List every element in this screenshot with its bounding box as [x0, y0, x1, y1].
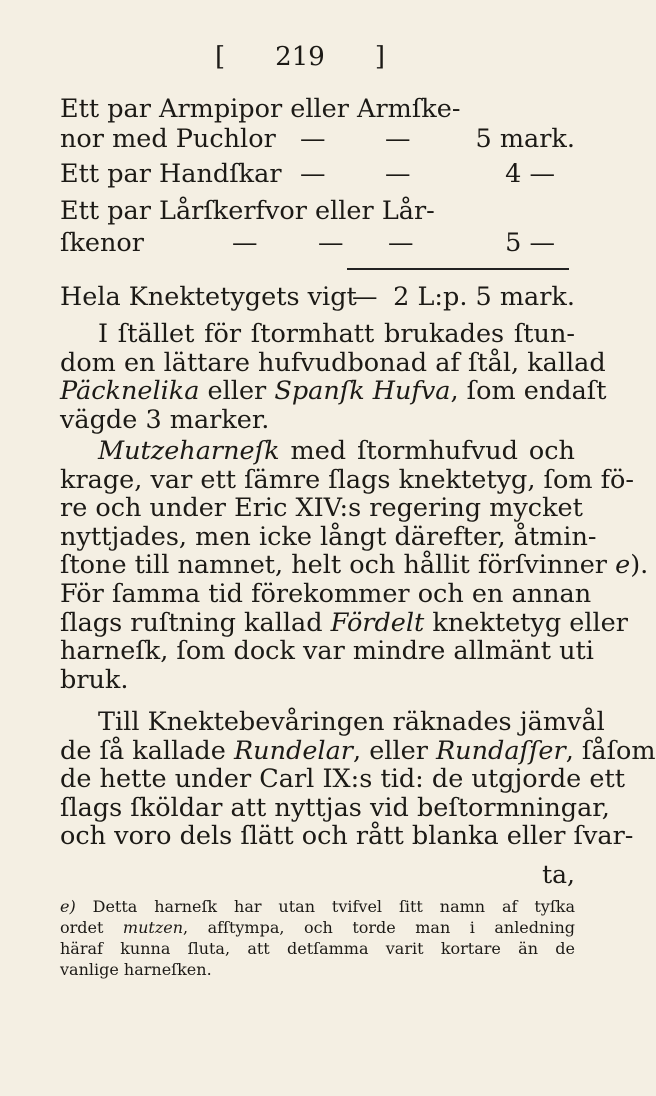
book-page: [ 219 ] Ett par Armpipor eller Armſke- nor med Puchlor — — 5 mark. Ett par Handſkar — — 4 — Ett par Lårſkerfvor eller Lår- ſkenor — — — 5 — Hela Knektetygets vigt — 2 L:p. 5 mark. I ſtället för ſtormhatt brukades ſtun- dom en lättare hufvudbonad af ſtål, kallad Päcknelika eller Spanſk Hufva, ſom endaſt vägde 3 marker. Mutzeharneſk med ſtormhufvud och krage, var ett ſämre ſlags knektetyg, ſom fö- re och under Eric XIV:s regering mycket nyttjades, men icke långt därefter, åtmin- ſtone till namnet, helt och hållit förſvinner e). För ſamma tid förekommer och en annan ſlags ruſtning kallad Fördelt knektetyg eller harneſk, ſom dock var mindre allmänt uti bruk. Till Knektebevåringen räknades jämvål de ſå kallade Rundelar, eller Rundaſſer, ſåſom de hette under Carl IX:s tid: de utgjorde ett ſlags ſköldar att nyttjas vid beſtormningar, och voro dels ſlätt och rått blanka eller ſvar- ta, e) Detta harneſk har utan tvifvel ſitt namn af tyſka ordet mutzen, afſtympa, och torde man i anledning häraf kunna ſluta, att detſamma varit kortare än de vanlige harneſken.	[60, 42, 656, 979]
page-number: 219	[275, 42, 325, 72]
footnote: e) Detta harneſk har utan tvifvel ſitt namn af tyſka ordet mutzen, afſtympa, och torde man i anledning häraf kunna ſluta, att detſamma varit kortare än de vanlige harneſken.	[60, 897, 575, 979]
bracket-open: [	[215, 42, 226, 72]
bracket-close: ]	[374, 42, 385, 72]
price-item-larskerfvor-cont: ſkenor — — — 5 —	[60, 228, 555, 258]
price-item-larskerfvor: Ett par Lårſkerfvor eller Lår-	[60, 196, 435, 226]
total-label: Hela Knektetygets vigt	[60, 282, 357, 312]
price-value: 4 —	[505, 159, 555, 189]
footnote-ref: e	[615, 550, 631, 581]
price-item-armpipor: Ett par Armpipor eller Armſke-	[60, 94, 461, 124]
price-value: 5 —	[505, 228, 555, 258]
page-header	[215, 42, 385, 72]
sum-rule	[347, 268, 569, 270]
paragraph-rundelar: Till Knektebevåringen räknades jämvål de ſå kallade Rundelar, eller Rundaſſer, ſåſom de hette under Carl IX:s tid: de utgjorde ett ſlags ſköldar att nyttjas vid beſtormningar, och voro dels ſlätt och rått blanka eller ſvar-	[60, 707, 656, 852]
catchword: ta,	[542, 860, 575, 889]
paragraph-stormhatt: I ſtället för ſtormhatt brukades ſtun- dom en lättare hufvudbonad af ſtål, kallad Päcknelika eller Spanſk Hufva, ſom endaſt vägde 3 marker.	[60, 319, 607, 435]
price-item-handskar: Ett par Handſkar — — 4 —	[60, 159, 555, 189]
footnote-marker: e)	[60, 897, 76, 916]
total-value: 2 L:p. 5 mark.	[393, 282, 575, 312]
price-item-armpipor-cont: nor med Puchlor — — 5 mark.	[60, 124, 575, 154]
price-value: 5 mark.	[475, 124, 575, 154]
paragraph-mutzeharnesk: Mutzeharneſk med ſtormhufvud och krage, var ett ſämre ſlags knektetyg, ſom fö- re och under Eric XIV:s regering mycket nyttjades, men icke långt därefter, åtmin- ſtone till namnet, helt och hållit förſvinner e). För ſamma tid förekommer och en annan ſlags ruſtning kallad Fördelt knektetyg eller harneſk, ſom dock var mindre allmänt uti bruk.	[60, 436, 649, 695]
